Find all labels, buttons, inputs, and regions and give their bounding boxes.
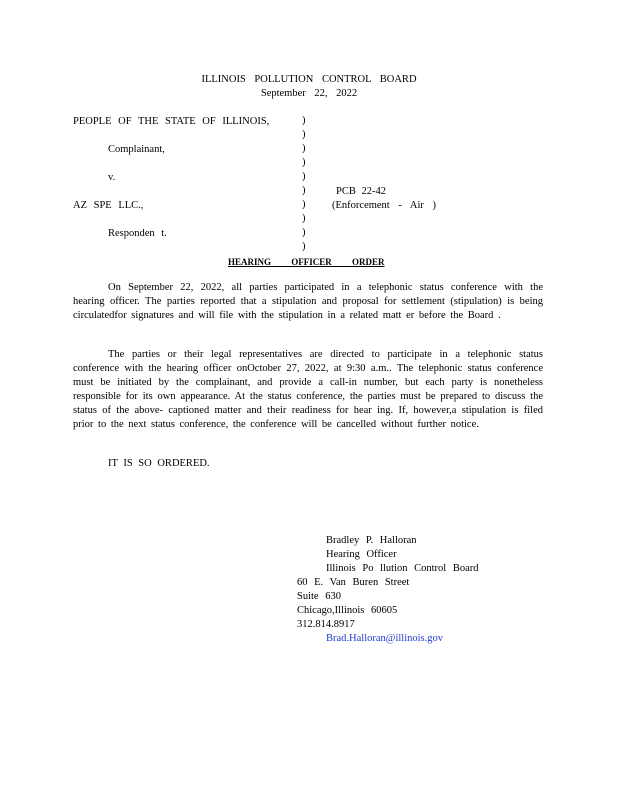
paragraph-directive: The parties or their legal representatives are directed to participate in a telephonic status conference with the hearing officer onOctober 27, 2022, at 9:30 a.m.. The telephonic status conference must be initiated by the complainant, and provide a call-in number, but each party is nonetheless responsible for its own appearance. At the status conference, the parties must be prepared to discuss the status of the above- captioned matter and their readiness for hear ing. If, however,a stipulation is filed prior to the next status conference, the conference will be cancelled without further notice. bbox=[73, 349, 543, 430]
complainant-name: PEOPLE OF THE STATE OF ILLINOIS, bbox=[73, 116, 270, 127]
paragraph-status: On September 22, 2022, all parties participated in a telephonic status conference with the hearing officer. The parties reported that a stipulation and proposal for settlement (stipulation) is being circulatedfor signatures and will file with the stipulation in a related matt er before the Board . bbox=[73, 282, 543, 321]
order-title: HEARING OFFICER ORDER bbox=[228, 257, 385, 267]
signer-organization: Illinois Po llution Control Board bbox=[326, 563, 479, 574]
case-number: PCB 22-42 bbox=[336, 186, 386, 197]
complainant-label: Complainant, bbox=[108, 144, 165, 155]
signer-name: Bradley P. Halloran bbox=[326, 535, 417, 546]
address-street: 60 E. Van Buren Street bbox=[297, 577, 410, 588]
respondent-label: Responden t. bbox=[108, 228, 167, 239]
phone-number: 312.814.8917 bbox=[297, 619, 355, 630]
email-link[interactable]: Brad.Halloran@illinois.gov bbox=[326, 633, 443, 644]
address-suite: Suite 630 bbox=[297, 591, 341, 602]
order-date: September 22, 2022 bbox=[260, 88, 358, 99]
board-heading: ILLINOIS POLLUTION CONTROL BOARD bbox=[201, 74, 417, 85]
address-city: Chicago,Illinois 60605 bbox=[297, 605, 398, 616]
caption-parentheses: ) ) ) ) ) ) ) ) ) ) bbox=[302, 115, 306, 252]
signer-title: Hearing Officer bbox=[326, 549, 397, 560]
respondent-name: AZ SPE LLC., bbox=[73, 200, 144, 211]
versus-label: v. bbox=[108, 172, 116, 183]
so-ordered: IT IS SO ORDERED. bbox=[108, 458, 210, 469]
case-type: (Enforcement - Air ) bbox=[332, 200, 437, 211]
